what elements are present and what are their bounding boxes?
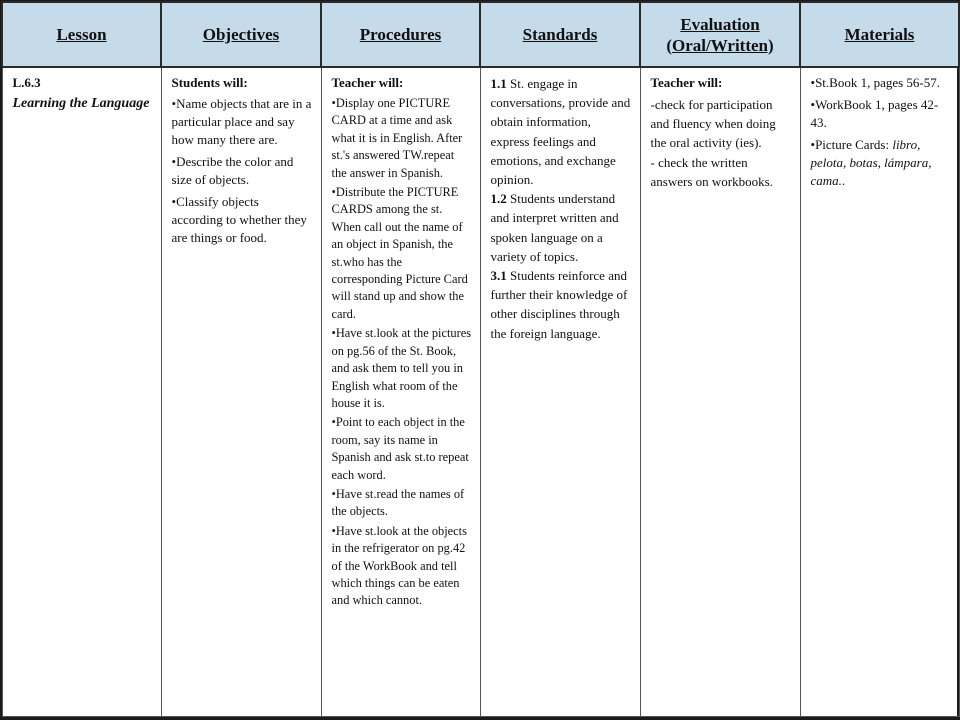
procedure-item: • Have st.look at the pictures on pg.56 of the St. Book, and ask them to tell you in English what room of the house it is. [332,325,472,412]
header-standards: Standards [480,2,640,67]
standard-text: St. engage in conversations, provide and obtain information, express feelings and emotions, and exchange opinion. [490,76,631,188]
material-item-picture-cards [811,136,951,190]
picture-cards-tail: . [841,173,846,188]
header-evaluation [640,2,800,67]
evaluation-item: - check the written answers on workbooks. [650,154,773,189]
header-procedures: Procedures [321,2,480,67]
standard-item [491,189,632,266]
procedure-item: • Display one PICTURE CARD at a time and ask what it is in English. After st.'s answered TW.repeat the answer in Spanish. [332,95,472,182]
standard-text: Students understand and interpret written and spoken language on a variety of topics. [490,191,619,264]
procedure-item: • Distribute the PICTURE CARDS among the st. When call out the name of an object in Spanish, the st.who has the corresponding Picture Card will stand up and show the card. [332,184,472,323]
procedures-intro: Teacher will: [331,75,404,90]
lesson-cell [2,67,161,717]
objective-item: • Describe the color and size of objects. [172,153,313,189]
procedure-item: • Have st.read the names of the objects. [332,486,472,521]
header-evaluation-line2: (Oral/Written) [666,35,774,55]
header-objectives: Objectives [161,2,321,67]
procedures-cell [321,67,480,717]
content-row [2,67,959,717]
lesson-plan-table [1,1,960,717]
evaluation-cell [640,67,800,717]
objective-item: • Classify objects according to whether they are things or food. [172,193,313,247]
header-materials: Materials [800,2,959,67]
header-lesson: Lesson [2,2,161,67]
standards-cell [480,67,640,717]
standard-text: Students reinforce and further their knowledge of other disciplines through the foreign language. [490,268,628,341]
evaluation-item: -check for participation and fluency when doing the oral activity (ies). [650,97,776,151]
material-item: • St.Book 1, pages 56-57. [811,74,951,92]
objective-item: • Name objects that are in a particular place and say how many there are. [172,95,313,149]
lesson-code: L.6.3 [12,75,41,90]
material-item: • WorkBook 1, pages 42-43. [811,96,951,132]
objectives-cell [161,67,321,717]
standard-code: 3.1 [490,268,507,284]
header-evaluation-line1: Evaluation [680,14,760,34]
lesson-title: Learning the Language [12,96,150,111]
header-row [2,2,959,67]
materials-cell [800,67,959,717]
evaluation-intro: Teacher will: [650,75,723,90]
picture-cards-label: Picture Cards: [815,137,893,152]
standard-item [491,74,632,189]
standard-item [491,266,632,343]
standard-code: 1.2 [490,191,507,207]
picture-cards-list: libro, pelota, botas, lámpara, cama. [810,137,932,188]
procedure-item: • Have st.look at the objects in the refrigerator on pg.42 of the WorkBook and tell which things can be eaten and which cannot. [332,523,472,610]
objectives-intro: Students will: [171,75,248,90]
standard-code: 1.1 [490,76,507,91]
procedure-item: • Point to each object in the room, say its name in Spanish and ask st.to repeat each word. [332,414,472,484]
